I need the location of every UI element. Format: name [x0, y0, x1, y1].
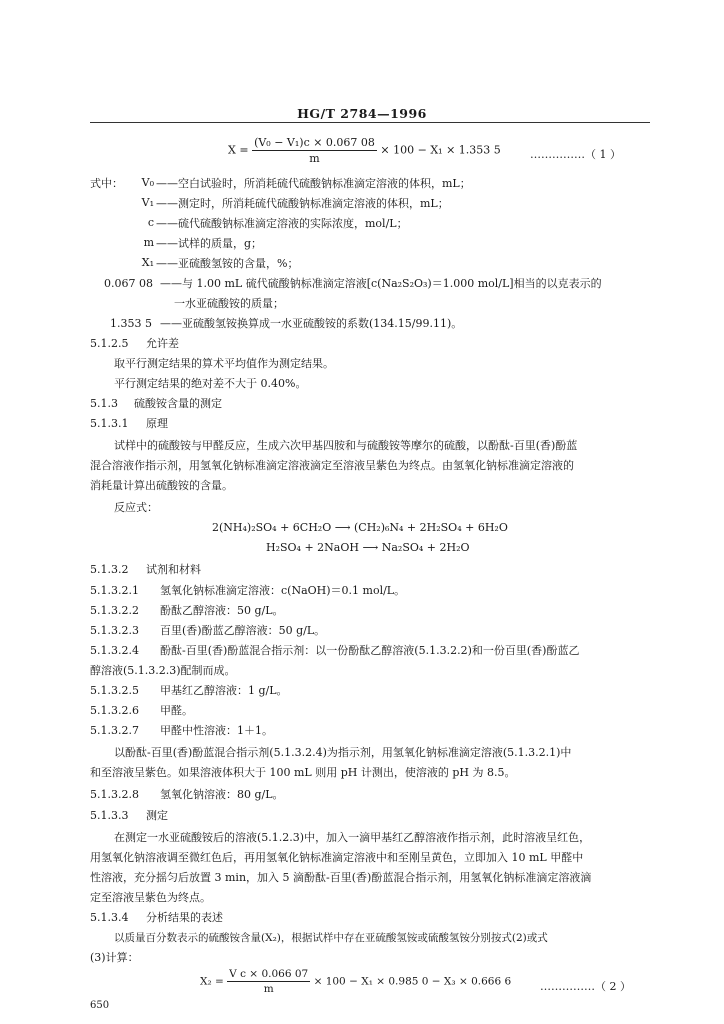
var-symbol: X₁ [141, 256, 154, 269]
reaction-2: H₂SO₄ + 2NaOH ⟶ Na₂SO₄ + 2H₂O [266, 541, 470, 554]
formula-1-lhs: X [228, 143, 236, 157]
const2-text: ——亚硫酸氢铵换算成一水亚硫酸铵的系数(134.15/99.11)。 [160, 317, 463, 330]
reagent-text: 百里(香)酚蓝乙醇溶液：50 g/L。 [160, 624, 326, 637]
reagent-num: 5.1.3.2.5 [90, 684, 139, 697]
reagent-num: 5.1.3.2.3 [90, 624, 139, 637]
const1-value: 0.067 08 [104, 277, 153, 290]
reagent-text-cont: 醇溶液(5.1.3.2.3)配制而成。 [90, 664, 236, 677]
reagent-num: 5.1.3.2.2 [90, 604, 139, 617]
reagent-num: 5.1.3.2.1 [90, 584, 139, 597]
section-title: 原理 [146, 417, 168, 430]
principle-line: 混合溶液作指示剂，用氢氧化钠标准滴定溶液滴定至溶液呈紫色为终点。由氢氧化钠标准滴定溶液的 [90, 459, 574, 472]
reagent-text: 甲醛。 [160, 704, 193, 717]
section-num: 5.1.3 [90, 397, 118, 410]
reaction-1: 2(NH₄)₂SO₄ + 6CH₂O ⟶ (CH₂)₆N₄ + 2H₂SO₄ + 6H₂O [212, 521, 508, 534]
formula-1-number: ……………（ 1 ） [530, 148, 621, 161]
section-num: 5.1.3.4 [90, 911, 129, 924]
principle-line: 消耗量计算出硫酸铵的含量。 [90, 479, 233, 492]
section-title: 测定 [146, 809, 168, 822]
var-desc: ——亚硫酸氢铵的含量，%； [156, 257, 299, 270]
measure-line: 定至溶液呈紫色为终点。 [90, 891, 211, 904]
formula-1: X = $\frac{\text{(V₀ − V₁)c × 0.067 08}}{m}$ × 100 − X₁ × 1.353 5 [228, 136, 501, 165]
measure-line: 性溶液，充分摇匀后放置 3 min，加入 5 滴酚酞-百里(香)酚蓝混合指示剂，用氢氧化钠标准滴定溶液滴 [90, 871, 592, 884]
const1-line2: 一水亚硫酸铵的质量； [174, 297, 284, 310]
reagent-text: 酚酞乙醇溶液：50 g/L。 [160, 604, 284, 617]
section-num: 5.1.3.1 [90, 417, 129, 430]
reagent-para: 和至溶液呈紫色。如果溶液体积大于 100 mL 则用 pH 计测出，使溶液的 pH 为 8.5。 [90, 766, 516, 779]
var-symbol: m [143, 236, 154, 249]
formula-2-fraction [227, 968, 310, 995]
formula-1-numerator: (V₀ − V₁)c × 0.067 08 [254, 136, 375, 149]
reagent-num: 5.1.3.2.7 [90, 724, 139, 737]
var-desc: ——测定时，所消耗硫代硫酸钠标准滴定溶液的体积，mL； [156, 197, 449, 210]
section-num: 5.1.3.3 [90, 809, 129, 822]
reagent-num: 5.1.3.2.4 [90, 644, 139, 657]
section-num: 5.1.3.2 [90, 563, 129, 576]
measure-line: 在测定一水亚硫酸铵后的溶液(5.1.2.3)中，加入一滴甲基红乙醇溶液作指示剂，此时溶液呈红色， [114, 831, 591, 844]
var-symbol: c [147, 216, 154, 229]
formula-2-lhs: X₂ = [200, 975, 224, 988]
reagent-text: 酚酞-百里(香)酚蓝混合指示剂：以一份酚酞乙醇溶液(5.1.3.2.2)和一份百里(香)酚蓝乙 [160, 644, 580, 657]
formula-2-numerator: V c × 0.066 07 [229, 968, 309, 980]
standard-header: HG/T 2784—1996 [297, 106, 427, 121]
principle-line: 试样中的硫酸铵与甲醛反应，生成六次甲基四胺和与硫酸铵等摩尔的硫酸，以酚酞-百里(香)酚蓝 [114, 439, 578, 452]
const2-value: 1.353 5 [110, 317, 152, 330]
paragraph: 平行测定结果的绝对差不大于 0.40%。 [114, 377, 307, 390]
result-line: (3)计算： [90, 951, 139, 964]
formula-1-denominator: m [309, 152, 320, 165]
reaction-label: 反应式： [114, 501, 158, 514]
var-desc: ——硫代硫酸钠标准滴定溶液的实际浓度，mol/L； [156, 217, 408, 230]
section-num: 5.1.2.5 [90, 337, 129, 350]
formula-2-denominator: m [263, 983, 274, 995]
const1-line1: ——与 1.00 mL 硫代硫酸钠标准滴定溶液[c(Na₂S₂O₃)＝1.000 mol/L]相当的以克表示的 [160, 277, 602, 290]
formula-1-rest: × 100 − X₁ × 1.353 5 [380, 143, 501, 157]
formula-2-number: ……………（ 2 ） [540, 980, 631, 993]
reagent-text: 氢氧化钠溶液：80 g/L。 [160, 788, 284, 801]
var-desc: ——空白试验时，所消耗硫代硫酸钠标准滴定溶液的体积，mL； [156, 177, 471, 190]
reagent-para: 以酚酞-百里(香)酚蓝混合指示剂(5.1.3.2.4)为指示剂，用氢氧化钠标准滴定溶液(5.1.3.2.1)中 [114, 746, 572, 759]
reagent-text: 甲醛中性溶液：1＋1。 [160, 724, 273, 737]
header-rule [90, 122, 650, 123]
formula-1-fraction [252, 136, 377, 165]
paragraph: 取平行测定结果的算术平均值作为测定结果。 [114, 357, 334, 370]
section-title: 允许差 [146, 337, 179, 350]
section-title: 分析结果的表述 [146, 911, 223, 924]
variables-label: 式中： [90, 177, 123, 190]
var-desc: ——试样的质量，g； [156, 237, 263, 250]
section-title: 试剂和材料 [146, 563, 201, 576]
var-symbol: V₀ [141, 176, 154, 189]
formula-2-rest: × 100 − X₁ × 0.985 0 − X₃ × 0.666 6 [313, 975, 512, 988]
reagent-text: 甲基红乙醇溶液：1 g/L。 [160, 684, 288, 697]
reagent-num: 5.1.3.2.8 [90, 788, 139, 801]
reagent-num: 5.1.3.2.6 [90, 704, 139, 717]
var-symbol: V₁ [141, 196, 154, 209]
measure-line: 用氢氧化钠溶液调至微红色后，再用氢氧化钠标准滴定溶液中和至刚呈黄色，立即加入 10 mL 甲醛中 [90, 851, 584, 864]
section-title: 硫酸铵含量的测定 [134, 397, 222, 410]
page-number: 650 [90, 1000, 110, 1011]
result-line: 以质量百分数表示的硫酸铵含量(X₂)，根据试样中存在亚硫酸氢铵或硫酸氢铵分别按式(2)或式 [114, 932, 548, 944]
reagent-text: 氢氧化钠标准滴定溶液：c(NaOH)＝0.1 mol/L。 [160, 584, 406, 597]
formula-2 [200, 968, 511, 995]
